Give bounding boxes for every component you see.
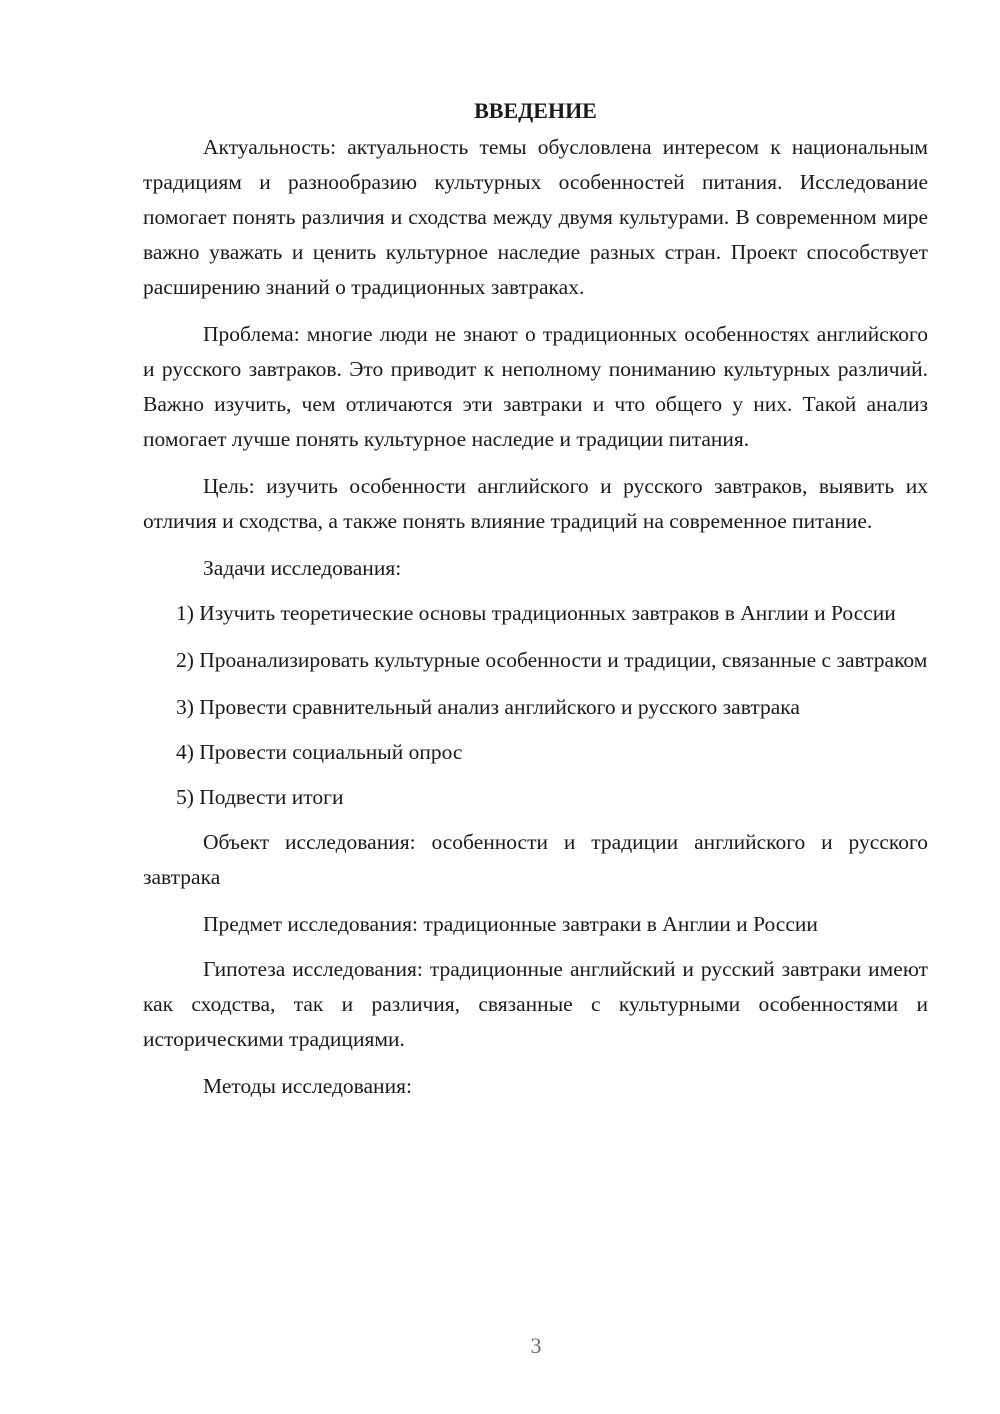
subject-paragraph: Предмет исследования: традиционные завтраки в Англии и России (203, 912, 818, 936)
methods-heading: Методы исследования: (203, 1074, 412, 1098)
object-paragraph: Объект исследования: особенности и традиции английского и русского завтрака (143, 830, 928, 889)
section-title: ВВЕДЕНИЕ (474, 98, 597, 123)
task-item-5: 5) Подвести итоги (176, 785, 344, 809)
task-item-1: 1) Изучить теоретические основы традиционных завтраков в Англии и России (176, 601, 896, 625)
hypothesis-paragraph: Гипотеза исследования: традиционные английский и русский завтраки имеют как сходства, так и различия, связанные с культурными особенностями и историческими традициями. (143, 957, 928, 1051)
page-number: 3 (530, 1333, 542, 1358)
task-item-4: 4) Провести социальный опрос (176, 740, 463, 764)
task-item-2: 2) Проанализировать культурные особенности и традиции, связанные с завтраком (176, 648, 928, 672)
task-item-3: 3) Провести сравнительный анализ английского и русского завтрака (176, 695, 800, 719)
problem-paragraph: Проблема: многие люди не знают о традиционных особенностях английского и русского завтраков. Это приводит к неполному пониманию культурных различий. Важно изучить, чем отличаются эти завтраки и что общего у них. Такой анализ помогает лучше понять культурное наследие и традиции питания. (143, 322, 928, 451)
goal-paragraph: Цель: изучить особенности английского и русского завтраков, выявить их отличия и сходства, а также понять влияние традиций на современное питание. (143, 474, 928, 533)
tasks-heading: Задачи исследования: (203, 556, 402, 580)
relevance-paragraph: Актуальность: актуальность темы обусловлена интересом к национальным традициям и разнообразию культурных особенностей питания. Исследование помогает понять различия и сходства между двумя культурами. В современном мире важно уважать и ценить культурное наследие разных стран. Проект способствует расширению знаний о традиционных завтраках. (143, 135, 928, 299)
document-page (143, 96, 928, 1116)
